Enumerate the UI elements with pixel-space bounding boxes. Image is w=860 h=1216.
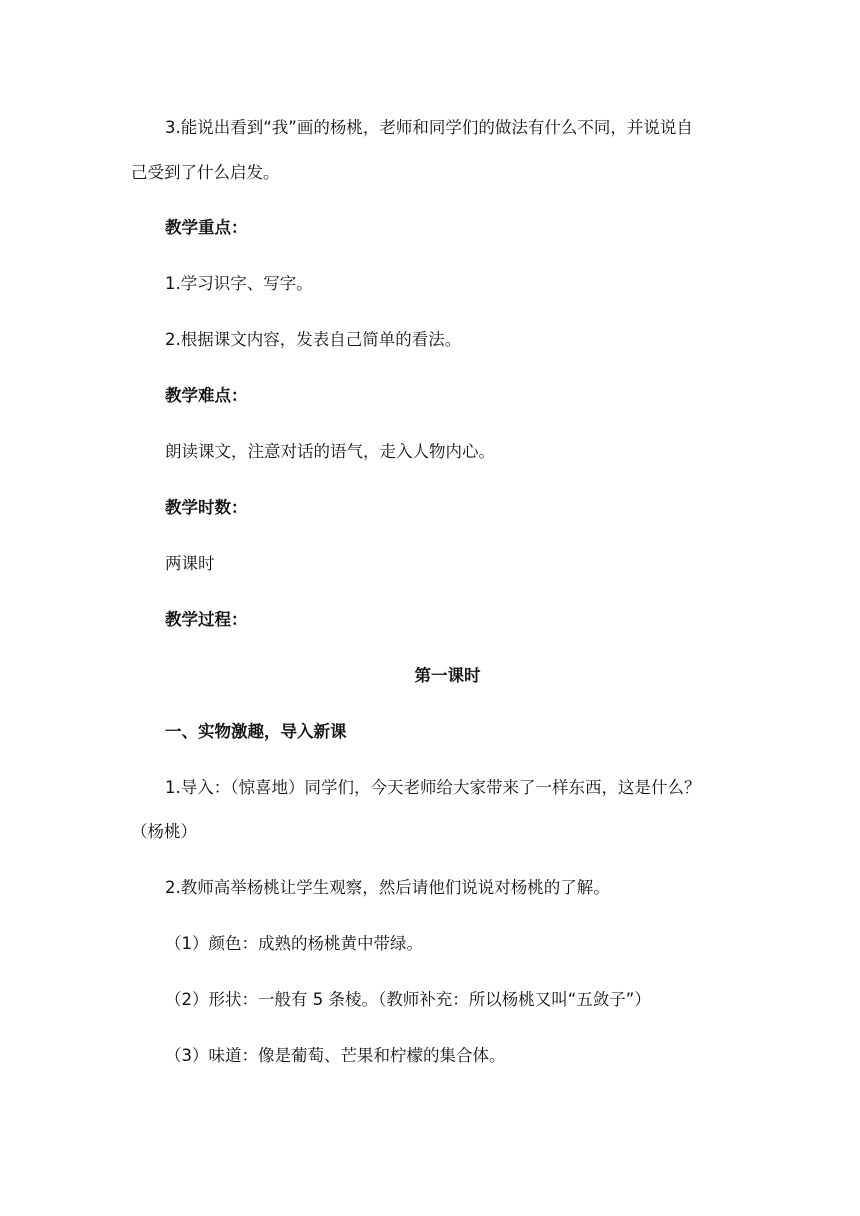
key-point-2: 2.根据课文内容，发表自己简单的看法。 <box>165 330 462 349</box>
key-points-heading: 教学重点： <box>165 218 248 237</box>
step-1-line2: （杨桃） <box>131 822 197 841</box>
step-2: 2.教师高举杨桃让学生观察，然后请他们说说对杨桃的了解。 <box>165 878 610 897</box>
difficulty-heading: 教学难点： <box>165 386 248 405</box>
process-heading: 教学过程： <box>165 610 248 629</box>
step-1-line1: 1.导入：（惊喜地）同学们，今天老师给大家带来了一样东西，这是什么？ <box>165 778 701 797</box>
hours-text: 两课时 <box>165 554 215 573</box>
difficulty-text: 朗读课文，注意对话的语气，走入人物内心。 <box>165 442 495 461</box>
section-1-heading: 一、实物激趣，导入新课 <box>165 722 347 741</box>
item-1: （1）颜色：成熟的杨桃黄中带绿。 <box>165 934 423 953</box>
objective-3-line1: 3.能说出看到“我”画的杨桃，老师和同学们的做法有什么不同，并说说自 <box>165 118 693 137</box>
objective-3-line2: 己受到了什么启发。 <box>131 163 280 182</box>
hours-heading: 教学时数： <box>165 498 248 517</box>
key-point-1: 1.学习识字、写字。 <box>165 274 313 293</box>
lesson-title: 第一课时 <box>414 666 481 685</box>
item-3: （3）味道：像是葡萄、芒果和柠檬的集合体。 <box>165 1046 506 1065</box>
item-2: （2）形状：一般有 5 条棱。（教师补充：所以杨桃又叫“五敛子”） <box>165 990 651 1009</box>
